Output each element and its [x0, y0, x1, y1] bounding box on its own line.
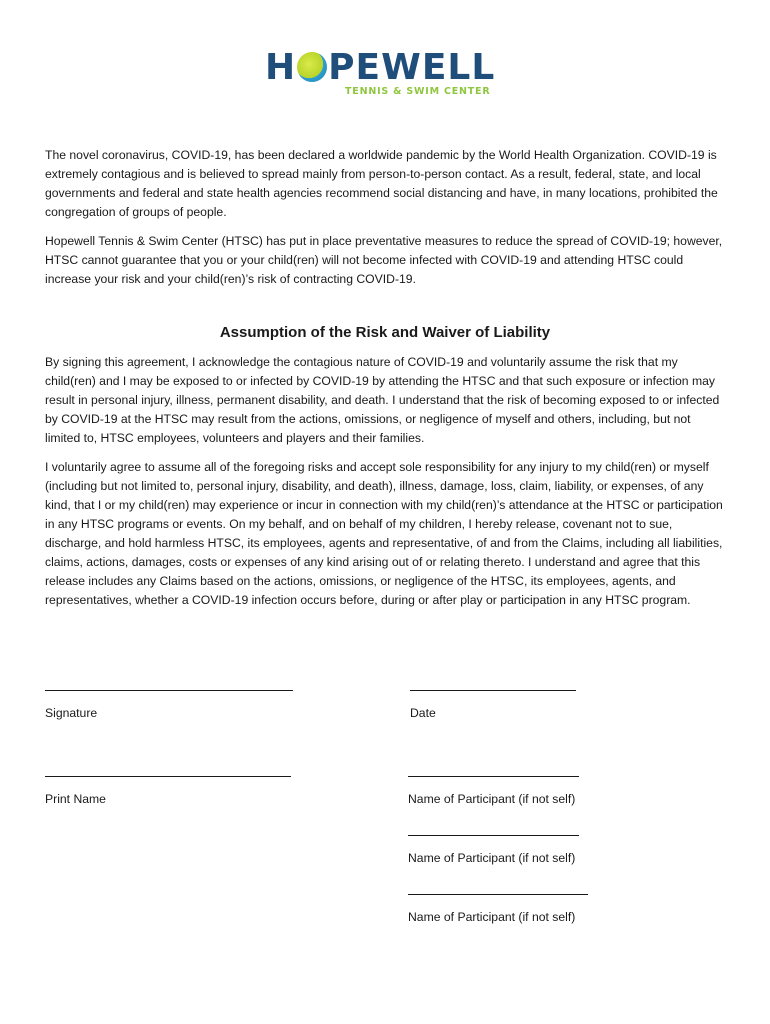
participant-field-1[interactable] [408, 766, 579, 807]
print-name-label: Print Name [45, 792, 106, 806]
participant-line-1[interactable] [408, 766, 579, 777]
waiver-paragraph-2: I voluntarily agree to assume all of the foregoing risks and accept sole responsibility for any injury to my child(ren) or myself (including but not limited to, personal injury, disability, and death), illness, damage, loss, claim, liability, or expenses, of any kind, that I or my child(ren) may experience or incur in connection with my child(ren)’s attendance at the HTSC or participation in any HTSC programs or events. On my behalf, and on behalf of my children, I hereby release, covenant not to sue, discharge, and hold harmless HTSC, its employees, agents and representative, of and from the Claims, including all liabilities, claims, actions, damages, costs or expenses of any kind arising out of or relating thereto. I understand and agree that this release includes any Claims based on the actions, omissions, or negligence of the HTSC, its employees, agents, and representatives, whether a COVID-19 infection occurs before, during or after play or participation in any HTSC program. [45, 460, 723, 607]
intro-paragraph-1: The novel coronavirus, COVID-19, has been declared a worldwide pandemic by the World Health Organization. COVID-19 is extremely contagious and is believed to spread mainly from person-to-person contact. As a result, federal, state, and local governments and federal and state health agencies recommend social distancing and have, in many locations, prohibited the congregation of groups of people. [45, 148, 718, 219]
hopewell-logo [265, 48, 505, 104]
participant-line-3[interactable] [408, 884, 588, 895]
participant-field-2[interactable] [408, 825, 579, 866]
intro-paragraph-2: Hopewell Tennis & Swim Center (HTSC) has put in place preventative measures to reduce the spread of COVID-19; however, HTSC cannot guarantee that you or your child(ren) will not become infected with COVID-19 and attending HTSC could increase your risk and your child(ren)’s risk of contracting COVID-19. [45, 234, 723, 286]
waiver-paragraph-1: By signing this agreement, I acknowledge the contagious nature of COVID-19 and voluntarily assume the risk that my child(ren) and I may be exposed to or infected by COVID-19 by attending the HTSC and that such exposure or infection may result in personal injury, illness, permanent disability, and death. I understand that the risk of becoming exposed to or infected by COVID-19 at the HTSC may result from the actions, omissions, or negligence of myself and others, including, but not limited to, HTSC employees, volunteers and players and their families. [45, 355, 720, 445]
date-field[interactable] [410, 680, 576, 721]
participant-label-3: Name of Participant (if not self) [408, 910, 576, 924]
document-body [45, 146, 725, 620]
participant-line-2[interactable] [408, 825, 579, 836]
participant-field-3[interactable] [408, 884, 588, 925]
logo-subtitle: TENNIS & SWIM CENTER [345, 86, 491, 97]
signature-line[interactable] [45, 680, 293, 691]
signature-field[interactable] [45, 680, 293, 721]
logo-wordmark [265, 48, 495, 88]
logo-text-after: PEWELL [328, 47, 496, 88]
participant-label-1: Name of Participant (if not self) [408, 792, 576, 806]
date-label: Date [410, 706, 436, 720]
print-name-line[interactable] [45, 766, 291, 777]
waiver-heading: Assumption of the Risk and Waiver of Liability [219, 324, 551, 341]
tennis-ball-icon [297, 52, 327, 82]
participant-label-2: Name of Participant (if not self) [408, 851, 576, 865]
signature-label: Signature [45, 706, 98, 720]
print-name-field[interactable] [45, 766, 291, 807]
logo-text-before: H [265, 47, 297, 88]
date-line[interactable] [410, 680, 576, 691]
